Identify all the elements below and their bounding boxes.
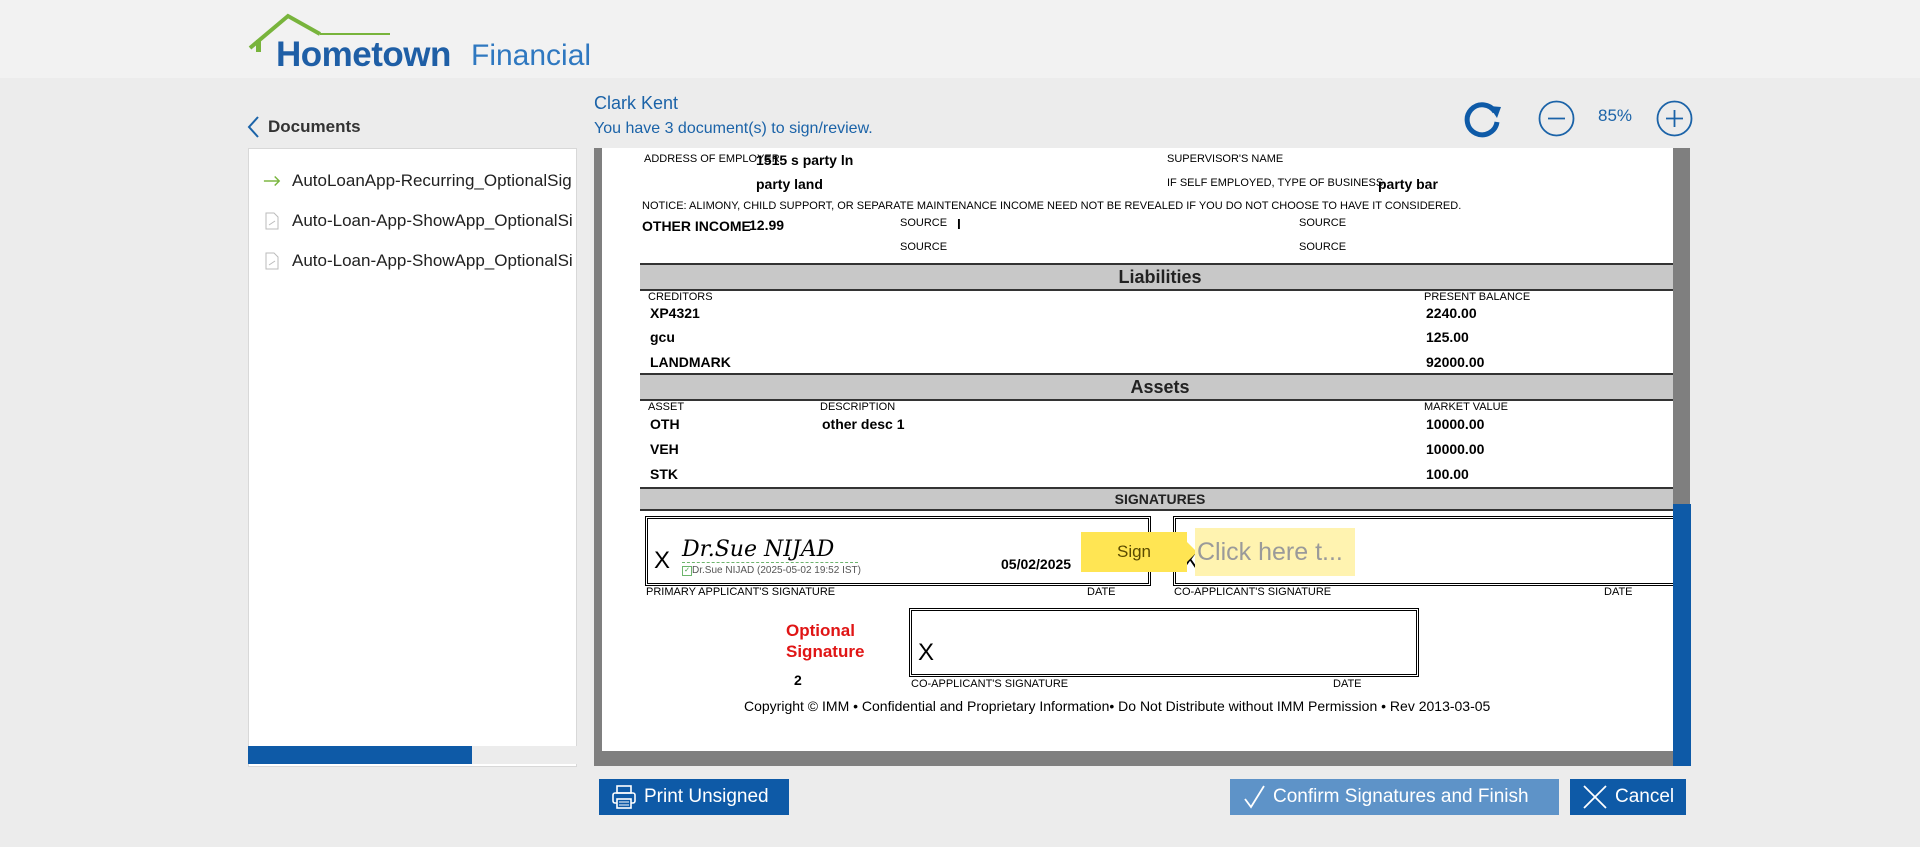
source-label: SOURCE	[1299, 217, 1347, 229]
other-income-value: 12.99	[749, 217, 785, 233]
primary-signature-date: 05/02/2025	[1001, 556, 1072, 572]
verified-check-icon: ✓	[682, 566, 692, 576]
other-income-label: OTHER INCOME	[642, 218, 751, 234]
document-icon	[263, 212, 281, 230]
self-employed-label: IF SELF EMPLOYED, TYPE OF BUSINESS	[1167, 177, 1384, 189]
source-label: SOURCE	[1299, 241, 1347, 253]
document-name: AutoLoanApp-Recurring_OptionalSig	[292, 171, 572, 190]
signature-stamp: Dr.Sue NIJAD (2025-05-02 19:52 IST)	[692, 565, 861, 576]
print-unsigned-button[interactable]	[599, 779, 789, 815]
hometown-financial-logo	[248, 12, 592, 74]
document-viewer	[594, 148, 1690, 766]
app-header	[0, 0, 1920, 78]
source-value: l	[957, 216, 961, 232]
employer-address-line1: 1515 s party ln	[756, 152, 854, 168]
close-icon	[1582, 784, 1608, 810]
confirm-signatures-button[interactable]	[1230, 779, 1559, 815]
assets-header	[640, 373, 1673, 401]
supervisor-label: SUPERVISOR'S NAME	[1167, 153, 1284, 165]
sign-button[interactable]	[1081, 532, 1187, 572]
documents-title: Documents	[268, 117, 361, 136]
employer-address-line2: party land	[756, 176, 823, 192]
document-list-scrollbar[interactable]	[248, 746, 577, 764]
document-list-item[interactable]	[249, 243, 576, 279]
minus-circle-icon	[1538, 100, 1575, 137]
copyright-text: Copyright © IMM • Confidential and Proprietary Information• Do Not Distribute without IMM Permission • Rev 2013-03-05	[744, 698, 1491, 714]
description-label: DESCRIPTION	[820, 401, 896, 413]
click-here-label: Click here t...	[1197, 537, 1343, 566]
signatures-header	[640, 487, 1673, 511]
arrow-right-icon	[263, 172, 281, 190]
cancel-button[interactable]	[1570, 779, 1686, 815]
document-scrollbar-thumb[interactable]	[1673, 504, 1691, 766]
optional-signature-box[interactable]	[909, 608, 1419, 677]
assets-title: Assets	[1130, 376, 1190, 397]
date-label: DATE	[1333, 678, 1362, 690]
document-list-item[interactable]	[249, 163, 576, 199]
present-balance-label: PRESENT BALANCE	[1424, 291, 1531, 303]
asset-code: OTH	[650, 416, 680, 432]
document-list	[248, 148, 577, 767]
creditor-balance: 125.00	[1426, 329, 1469, 345]
primary-signature-label: PRIMARY APPLICANT'S SIGNATURE	[646, 586, 836, 598]
printer-icon	[611, 784, 637, 810]
chevron-left-icon	[246, 114, 262, 140]
refresh-icon	[1462, 98, 1504, 140]
primary-signature: Dr.Sue NIJAD	[682, 537, 835, 562]
creditor-balance: 92000.00	[1426, 354, 1485, 370]
asset-value: 10000.00	[1426, 416, 1485, 432]
optional-signature-label: Optional Signature	[786, 621, 865, 661]
checkmark-icon	[1242, 784, 1266, 810]
signatures-title: SIGNATURES	[1114, 491, 1206, 507]
asset-code: STK	[650, 466, 678, 482]
sign-button-label: Sign	[1116, 542, 1152, 561]
zoom-in-button[interactable]	[1656, 100, 1693, 142]
liabilities-header	[640, 263, 1673, 291]
logo-word-hometown: Hometown	[276, 35, 451, 74]
signature-x: X	[654, 547, 671, 574]
asset-description: other desc 1	[822, 416, 905, 432]
creditor-name: gcu	[650, 329, 675, 345]
co-applicant-signature-label: CO-APPLICANT'S SIGNATURE	[1174, 586, 1332, 598]
scrollbar-thumb[interactable]	[248, 746, 472, 764]
asset-code: VEH	[650, 441, 679, 457]
creditor-name: LANDMARK	[650, 354, 731, 370]
optional-signature-number: 2	[794, 672, 802, 688]
signature-x: X	[918, 639, 935, 666]
asset-value: 10000.00	[1426, 441, 1485, 457]
zoom-level: 85%	[1598, 106, 1633, 125]
co-applicant-signature-label: CO-APPLICANT'S SIGNATURE	[911, 678, 1069, 690]
date-label: DATE	[1604, 586, 1633, 598]
click-here-to-sign-field[interactable]	[1195, 528, 1355, 576]
document-icon	[263, 252, 281, 270]
market-value-label: MARKET VALUE	[1424, 401, 1508, 413]
document-name: Auto-Loan-App-ShowApp_OptionalSi	[292, 251, 573, 270]
cancel-label: Cancel	[1615, 786, 1675, 807]
source-label: SOURCE	[900, 217, 948, 229]
asset-value: 100.00	[1426, 466, 1469, 482]
document-name: Auto-Loan-App-ShowApp_OptionalSi	[292, 211, 573, 230]
zoom-out-button[interactable]	[1538, 100, 1575, 142]
creditor-balance: 2240.00	[1426, 305, 1477, 321]
print-unsigned-label: Print Unsigned	[644, 786, 769, 807]
signer-name: Clark Kent	[594, 93, 679, 113]
documents-back-link[interactable]	[246, 114, 361, 140]
date-label: DATE	[1087, 586, 1116, 598]
creditors-label: CREDITORS	[648, 291, 713, 303]
plus-circle-icon	[1656, 100, 1693, 137]
signature-underline	[682, 562, 858, 563]
logo-word-financial: Financial	[471, 39, 592, 72]
document-list-item[interactable]	[249, 203, 576, 239]
asset-label: ASSET	[648, 401, 685, 413]
notice-text: NOTICE: ALIMONY, CHILD SUPPORT, OR SEPARATE MAINTENANCE INCOME NEED NOT BE REVEALED IF YOU DO NOT CHOOSE TO HAVE IT CONSIDERED.	[642, 200, 1462, 212]
creditor-name: XP4321	[650, 305, 700, 321]
document-count-text: You have 3 document(s) to sign/review.	[594, 120, 873, 137]
employer-address-label: ADDRESS OF EMPLOYER	[644, 153, 780, 165]
source-label: SOURCE	[900, 241, 948, 253]
primary-signature-box	[645, 516, 1151, 586]
self-employed-value: party bar	[1378, 176, 1438, 192]
liabilities-title: Liabilities	[1118, 266, 1202, 287]
refresh-button[interactable]	[1462, 98, 1504, 145]
confirm-signatures-label: Confirm Signatures and Finish	[1273, 786, 1529, 807]
document-page	[602, 148, 1673, 751]
